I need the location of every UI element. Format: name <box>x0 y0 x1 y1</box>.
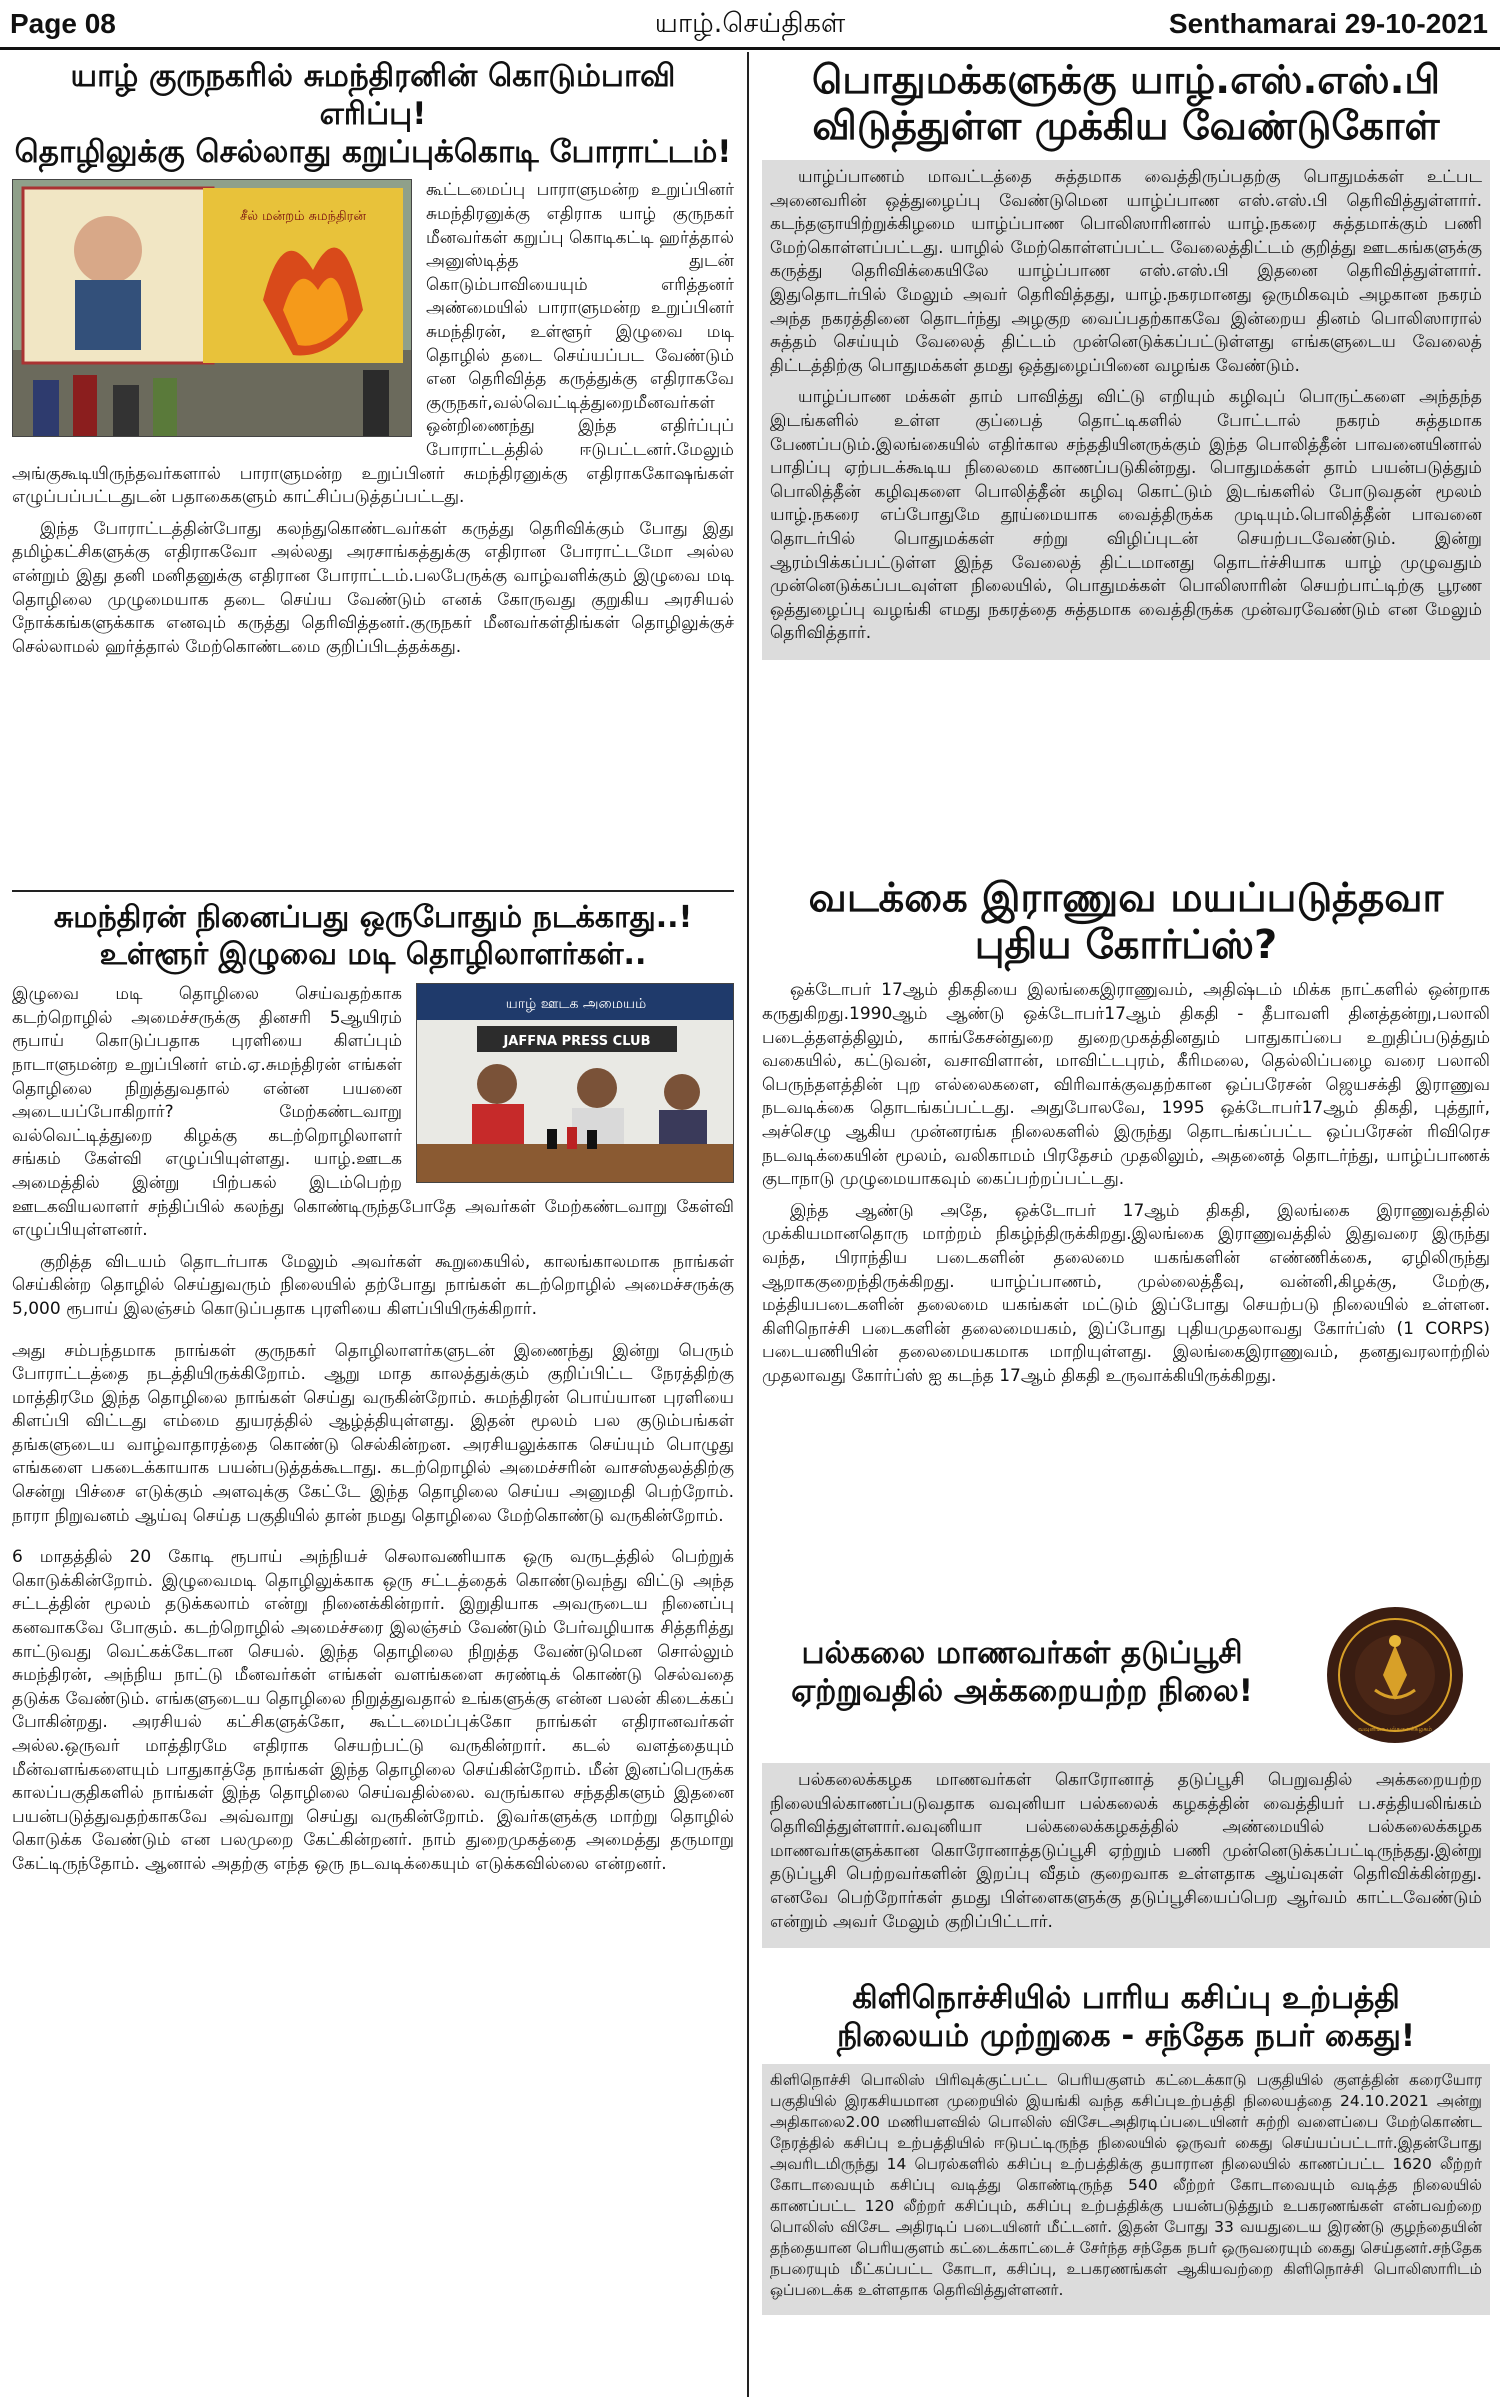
headline-line: விடுத்துள்ள முக்கிய வேண்டுகோள் <box>812 104 1440 150</box>
paper-title: யாழ்.செய்திகள் <box>654 8 846 39</box>
headline-line: வடக்கை இராணுவ மயப்படுத்தவா <box>808 875 1444 921</box>
article-separator <box>12 890 734 892</box>
press-conference-image <box>417 984 734 1183</box>
edition-date: Senthamarai 29-10-2021 <box>1168 8 1488 39</box>
press-club-sign: JAFFNA PRESS CLUB <box>503 1034 651 1050</box>
article-headline <box>762 1635 1282 1711</box>
article-paragraph: கிளிநொச்சி பொலிஸ் பிரிவுக்குட்பட்ட பெரியகுளம் கட்டைக்காடு பகுதியில் குளத்தின் கரையோர பகுதியில் இரகசியமான முறையில் இயங்கி வந்த கசிப்புஉற்பத்தி நிலையத்தை 24.10.2021 அன்று அதிகாலை2.00 மணியளவில் பொலிஸ் விசேடஅதிரடிப்படையினர் சுற்றி வளைப்பை மேற்கொண்ட நேரத்தில் கசிப்பு உற்பத்தியில் ஈடுபட்டிருந்த நிலையில் ஒருவர் கைது செய்யப்பட்டார்.இதன்போது அவரிடமிருந்து 14 பெரல்களில் கசிப்பு உற்பத்திக்கு தயாரான நிலையில் காணப்பட்ட 1620 லீற்றர் கோடாவையும் கசிப்பு வடித்து கொண்டிருந்த 540 லீற்றர் கோடாவையும் வடித்த நிலையில் காணப்பட்ட 120 லீற்றர் கசிப்பும், கசிப்பு உற்பத்திக்கு பயன்படுத்தும் உபகரணங்கள் என்பவற்றை பொலிஸ் விசேட அதிரடிப் படையினர் மீட்டனர். இதன் போது 33 வயதுடைய இரண்டு குழந்தையின் தந்தையான பெரியகுளம் கட்டைக்காட்டைச் சேர்ந்த சந்தேக நபர் ஒருவரையும் கைது செய்தனர்.சந்தேக நபரையும் மீட்கப்பட்ட கோடா, கசிப்பு, உபகரணங்கள் ஆகியவற்றை கிளிநொச்சி பொலிஸாரிடம் ஒப்படைக்க உள்ளதாக தெரிவித்துள்ளனர். <box>770 2070 1482 2299</box>
article-body <box>762 160 1490 660</box>
protest-scene-image <box>13 180 412 437</box>
article-headline <box>762 58 1490 150</box>
headline-line: உள்ளூர் இழுவை மடி தொழிலாளர்கள்.. <box>99 936 647 972</box>
article-paragraph: குறித்த விடயம் தொடர்பாக மேலும் அவர்கள் கூறுகையில், காலங்காலமாக நாங்கள் செய்கின்ற தொழில் செய்துவரும் நிலையில் தற்போது நாங்கள் கடற்றொழில் அமைச்சருக்கு 5,000 ரூபாய் இலஞ்சம் கொடுப்பதாக புரளியை கிளப்பியிருக்கிறார். <box>12 1251 734 1319</box>
headline-line: தொழிலுக்கு செல்லாது கறுப்புக்கொடி போராட்டம்! <box>14 133 732 170</box>
article-paragraph: இழுவை மடி தொழிலை செய்வதற்காக கடற்றொழில் அமைச்சருக்கு தினசரி 5ஆயிரம் ரூபாய் கொடுப்பதாக புரளியை கிளப்பும் நாடாளுமன்ற உறுப்பினர் எம்.ஏ.சுமந்திரன் எங்கள் தொழிலை நிறுத்துவதால் என்ன பயனை அடையப்போகிறார்? மேற்கண்டவாறு வல்வெட்டித்துறை கிழக்கு கடற்றொழிலாளர் சங்கம் கேள்வி எழுப்பியுள்ளது. யாழ்.ஊடக அமைத்தில் இன்று பிற்பகல் இடம்பெற்ற ஊடகவியலாளர் சந்திப்பில் கலந்து கொண்டிருந்தபோதே அவர்கள் மேற்கண்டவாறு கேள்வி எழுப்பியுள்ளனர். <box>12 984 734 1241</box>
article-paragraph: யாழ்ப்பாண மக்கள் தாம் பாவித்து விட்டு எறியும் கழிவுப் பொருட்களை அந்தந்த இடங்களில் உள்ள குப்பைத் தொட்டிகளில் போட்டால் நகரம் சுத்தமாக பேணப்படும்.இலங்கையில் எதிர்கால சந்ததியினருக்கும் இந்த பொலித்தீன் பாவனையினால் பாதிப்பு ஏற்படக்கூடிய நிலைமை காணப்படுகின்றது. பொதுமக்கள் தாம் பயன்படுத்தும் பொலித்தீன் கழிவுகளை பொலித்தீன் கழிவு கொட்டும் இடங்களில் போடுவதன் மூலம் யாழ்.நகரை எப்போதுமே தூய்மையாக வைத்திருக்க முடியும்.பொலித்தீன் பாவனை தொடர்பில் பொதுமக்கள் சற்று விழிப்புடன் செயற்படவேண்டும். இன்று ஆரம்பிக்கப்பட்டுள்ள இந்த வேலைத் திட்டமானது தொடர்ச்சியாக யாழ் முழுவதும் முன்னெடுக்கப்படவுள்ள நிலையில், பொதுமக்கள் பொலிஸாரின் செயற்பாட்டிற்கு பூரண ஒத்துழைப்பு வழங்கி எமது நகரத்தை சுத்தமாக வைத்திருக்க முன்வரவேண்டும் என மேலும் தெரிவித்தார். <box>770 387 1482 644</box>
headline-line: சுமந்திரன் நினைப்பது ஒருபோதும் நடக்காது..! <box>53 900 693 935</box>
article-headline <box>762 1980 1490 2056</box>
headline-line: புதிய கோர்ப்ஸ்? <box>974 922 1278 969</box>
column-divider <box>747 52 749 2397</box>
article-sumanthiran-effigy <box>12 58 734 888</box>
article-university-vaccine <box>762 1605 1490 1950</box>
article-army-corps <box>762 875 1490 1600</box>
article-body <box>12 983 734 1876</box>
press-conference-photo <box>416 983 734 1183</box>
headline-line: பொதுமக்களுக்கு யாழ்.எஸ்.எஸ்.பி <box>812 58 1440 103</box>
article-ssp-request <box>762 58 1490 858</box>
article-paragraph: அது சம்பந்தமாக நாங்கள் குருநகர் தொழிலாளர்களுடன் இணைந்து இன்று பெரும் போராட்டத்தை நடத்தியிருக்கிறோம். ஆறு மாத காலத்துக்கும் குறிப்பிட்ட நேரத்திற்கு மாத்திரமே இந்த தொழிலை நாங்கள் செய்து வருகின்றோம். சுமந்திரன் பொய்யான புரளியை கிளப்பி விட்டது எம்மை துயரத்தில் ஆழ்த்தியுள்ளது. இதன் மூலம் பல குடும்பங்கள் தங்களுடைய வாழ்வாதாரத்தை கொண்டு செல்கின்றன. அரசியலுக்காக செய்யும் பொழுது எங்களை பகடைக்காயாக பயன்படுத்தக்கூடாது. கடற்றொழில் அமைச்சரின் வாசஸ்தலத்திற்கு சென்று பிச்சை எடுக்கும் அளவுக்கு கேட்டே இந்த தொழிலை செய்ய அனுமதி பெற்றோம். நாரா நிறுவனம் ஆய்வு செய்த பகுதியில் தான் நமது தொழிலை மேற்கொண்டு வருகின்றோம். <box>12 1340 734 1526</box>
article-headline <box>12 58 734 171</box>
university-seal-logo <box>1325 1605 1465 1745</box>
article-headline <box>12 900 734 973</box>
article-body <box>762 1763 1490 1948</box>
headline-line: கிளிநொச்சியில் பாரிய கசிப்பு உற்பத்தி <box>852 1980 1400 2016</box>
article-paragraph: இந்த ஆண்டு அதே, ஒக்டோபர் 17ஆம் திகதி, இலங்கை இராணுவத்தில் முக்கியமானதொரு மாற்றம் நிகழ்ந்திருக்கிறது.இலங்கை இராணுவத்தில் இதுவரை இருந்து வந்த, பிராந்திய படைகளின் தலைமை யகங்களின் எண்ணிக்கை, ஏழிலிருந்து ஆறாககுறைந்திருக்கிறது. யாழ்ப்பாணம், முல்லைத்தீவு, வன்னி,கிழக்கு, மேற்கு, மத்தியபடைகளின் தலைமை யகங்கள் மட்டும் இப்போது செயற்படு நிலையில் உள்ளன. கிளிநொச்சி படைகளின் தலைமையகம், இப்போது புதியமுதலாவது கோர்ப்ஸ் (1 CORPS) படையணியின் தலைமையகமாக மாறியுள்ளது. இலங்கைஇராணுவம், தனதுவரலாற்றில் முதலாவது கோர்ப்ஸ் ஐ கடந்த 17ஆம் திகதி உருவாக்கியிருக்கிறது. <box>762 1200 1490 1386</box>
headline-line: பல்கலை மாணவர்கள் தடுப்பூசி <box>801 1635 1243 1671</box>
press-club-banner: யாழ் ஊடக அமையம் <box>505 996 647 1013</box>
article-body <box>762 2064 1490 2315</box>
article-headline <box>762 875 1490 969</box>
effigy-protest-photo <box>12 179 412 437</box>
headline-line: யாழ் குருநகரில் சுமந்திரனின் கொடும்பாவி எரிப்பு! <box>70 58 676 132</box>
article-paragraph: கூட்டமைப்பு பாராளுமன்ற உறுப்பினர் சுமந்திரனுக்கு எதிராக யாழ் குருநகர் மீனவர்கள் கறுப்பு கொடிகட்டி ஹர்த்தால் அனுஸ்டித்த துடன் கொடும்பாவியையும் எரித்தனர் அண்மையில் பாராளுமன்ற உறுப்பினர் சுமந்திரன், உள்ளூர் இழுவை மடி தொழில் தடை செய்யப்பட வேண்டும் என தெரிவித்த கருத்துக்கு எதிராகவே குருநகர்,வல்வெட்டித்துறைமீனவர்கள் ஒன்றிணைந்து இந்த எதிர்ப்புப் போராட்டத்தில் ஈடுபட்டனர்.மேலும் அங்குகூடியிருந்தவர்களால் பாராளுமன்ற உறுப்பினர் சுமந்திரனுக்கு எதிராககோஷங்கள் எழுப்பப்பட்டதுடன் பதாகைகளும் காட்சிப்படுத்தப்பட்டது. <box>12 180 734 508</box>
page-number: Page 08 <box>10 8 116 39</box>
article-body <box>12 179 734 659</box>
article-trawl-workers <box>12 900 734 2390</box>
headline-line: ஏற்றுவதில் அக்கறையற்ற நிலை! <box>791 1672 1253 1709</box>
article-paragraph: பல்கலைக்கழக மாணவர்கள் கொரோனாத் தடுப்பூசி பெறுவதில் அக்கறையற்ற நிலையில்காணப்படுவதாக வவுனியா பல்கலைக் கழகத்தின் வைத்தியர் ப.சத்தியலிங்கம் தெரிவித்துள்ளார்.வவுனியா பல்கலைக்கழகத்தில் அண்மையில் பல்கலைக்கழக மாணவர்களுக்கான கொரோனாத்தடுப்பூசி ஏற்றும் பணி முன்னெடுக்கப்பட்டிருந்தது.இன்று தடுப்பூசி பெற்றவர்களின் இறப்பு வீதம் குறைவாக உள்ளதாக ஆய்வுகள் தெரிவிக்கின்றது. எனவே பெற்றோர்கள் தமது பிள்ளைகளுக்கு தடுப்பூசியைப்பெற ஆர்வம் காட்டவேண்டும் என்றும் அவர் மேலும் குறிப்பிட்டார். <box>770 1770 1482 1932</box>
article-paragraph: யாழ்ப்பாணம் மாவட்டத்தை சுத்தமாக வைத்திருப்பதற்கு பொதுமக்கள் உட்பட அனைவரின் ஒத்துழைப்பு வேண்டுமென யாழ்ப்பாண எஸ்.எஸ்.பி தெரிவித்துள்ளார். கடந்தஞாயிற்றுக்கிழமை யாழ்ப்பாண பொலிஸாரினால் யாழ்.நகரை சுத்தமாக்கும் பணி மேற்கொள்ளப்பட்டது. யாழில் மேற்கொள்ளப்பட்ட வேலைத்திட்டம் குறித்து ஊடகங்களுக்கு கருத்து தெரிவிக்கையிலே யாழ்ப்பாண எஸ்.எஸ்.பி இதனை தெரிவித்துள்ளார். இதுதொடர்பில் மேலும் அவர் தெரிவித்தது, யாழ்.நகரமானது ஒருமிகவும் அழகான நகரம் அந்த நகரத்தினை தொடர்ந்து அழகுற வைப்பதற்காகவே இன்றைய தினம் பொலிஸாரால் சுத்தம் செய்யும் வேலைத் திட்டம் முன்னெடுக்கப்பட்டுள்ளது எங்களுடைய வேலைத் திட்டத்திற்கு பொதுமக்கள் தமது ஒத்துழைப்பினை வழங்க வேண்டும். <box>770 167 1482 376</box>
article-kilinochchi-raid <box>762 1980 1490 2392</box>
article-paragraph: ஒக்டோபர் 17ஆம் திகதியை இலங்கைஇராணுவம், அதிஷ்டம் மிக்க நாட்களில் ஒன்றாக கருதுகிறது.1990ஆம் ஆண்டு ஒக்டோபர்17ஆம் திகதி - தீபாவளி தினத்தன்று,பலாலி படைத்தளத்திலும், காங்கேசன்துறை துறைமுகத்தினதும் பாதுகாப்பை உறுதிப்படுத்தும் வகையில், கட்டுவன், வசாவிளான், மாவிட்டபுரம், கீரிமலை, தெல்லிப்பழை வரை பலாலி பெருந்தளத்தின் புற எல்லைகளை, விரிவாக்குவதற்கான ஒப்பரேசன் ஜெயசக்தி இராணுவ நடவடிக்கை தொடங்கப்பட்டது. அதுபோலவே, 1995 ஒக்டோபர்17ஆம் திகதி, புத்தூர், அச்செழு ஆகிய முன்னரங்க நிலைகளில் இருந்து தொடங்கப்பட்ட ஒப்பரேசன் ரிவிரெச நடவடிக்கையின் மூலம், வலிகாமம் பிரதேசம் முதலிலும், அதனைத் தொடர்ந்து, யாழ்ப்பாணக் குடாநாடு முழுமையாகவும் கைப்பற்றப்பட்டது. <box>762 980 1490 1190</box>
article-paragraph: 6 மாதத்தில் 20 கோடி ரூபாய் அந்நியச் செலாவணியாக ஒரு வருடத்தில் பெற்றுக் கொடுக்கின்றோம். இழுவைமடி தொழிலுக்காக ஒரு சட்டத்தைக் கொண்டுவந்து விட்டு அந்த சட்டத்தின் மூலம் தடுக்கலாம் என்று நினைக்கின்றார். இறுதியாக அவருடைய நினைப்பு கனவாகவே போகும். கடற்றொழில் அமைச்சரை இலஞ்சம் வேண்டும் பேர்வழியாக சித்தரித்து காட்டுவது வெட்கக்கேடான செயல். இந்த தொழிலை நிறுத்த வேண்டுமென சொல்லும் சுமந்திரன், அந்நிய நாட்டு மீனவர்கள் எங்கள் வளங்களை சுரண்டிக் கொண்டு செல்வதை தடுக்க வேண்டும். எங்களுடைய தொழிலை நிறுத்துவதால் உங்களுக்கு என்ன பலன் கிடைக்கப் போகின்றது. அரசியல் கட்சிகளுக்கோ, கூட்டமைப்புக்கோ நாங்கள் எதிரானவர்கள் அல்ல.ஒருவர் மாத்திரமே எதிராக செயற்பட்டு வருகின்றார். கடல் வளத்தையும் மீன்வளங்களையும் பாதுகாத்தே நாங்கள் இந்த தொழிலை செய்கின்றோம். மீன் இனப்பெருக்க காலப்பகுதிகளில் நாங்கள் இந்த தொழிலை செய்வதில்லை. வருங்கால சந்ததிகளும் இதனை பயன்படுத்துவதற்காகவே அவ்வாறு செய்து வருகின்றோம். இவர்களுக்கு மாற்று தொழில் கொடுக்க வேண்டும் என பலமுறை கேட்கின்றனர். நாம் துறைமுகத்தை அமைத்து தருமாறு கேட்டிருந்தோம். ஆனால் அதற்கு எந்த ஒரு நடவடிக்கையும் எடுக்கவில்லை என்றனர். <box>12 1547 734 1874</box>
photo-banner-text: சீல் மன்றம் சுமந்திரன் <box>240 209 366 225</box>
seal-text: வவுனியா பல்கலைக்கழகம் <box>1358 1726 1432 1733</box>
headline-line: நிலையம் முற்றுகை - சந்தேக நபர் கைது! <box>836 2017 1416 2054</box>
page-header <box>0 0 1500 50</box>
article-paragraph: இந்த போராட்டத்தின்போது கலந்துகொண்டவர்கள் கருத்து தெரிவிக்கும் போது இது தமிழ்கட்சிகளுக்கு எதிராகவோ அல்லது அரசாங்கத்துக்கு எதிரான போராட்டமோ அல்ல என்றும் இது தனி மனிதனுக்கு எதிரான போராட்டம்.பலபேருக்கு வாழ்வளிக்கும் இழுவை மடி தொழிலை முழுமையாக தடை செய்ய வேண்டும் எனக் கோருவது குறுகிய அரசியல் நோக்கங்களுக்காக எனவும் கருத்து தெரிவித்தனர்.குருநகர் மீனவர்கள்திங்கள் தொழிலுக்குச் செல்லாமல் ஹர்த்தால் மேற்கொண்டமை குறிப்பிடத்தக்கது. <box>12 518 734 657</box>
article-body <box>762 979 1490 1388</box>
